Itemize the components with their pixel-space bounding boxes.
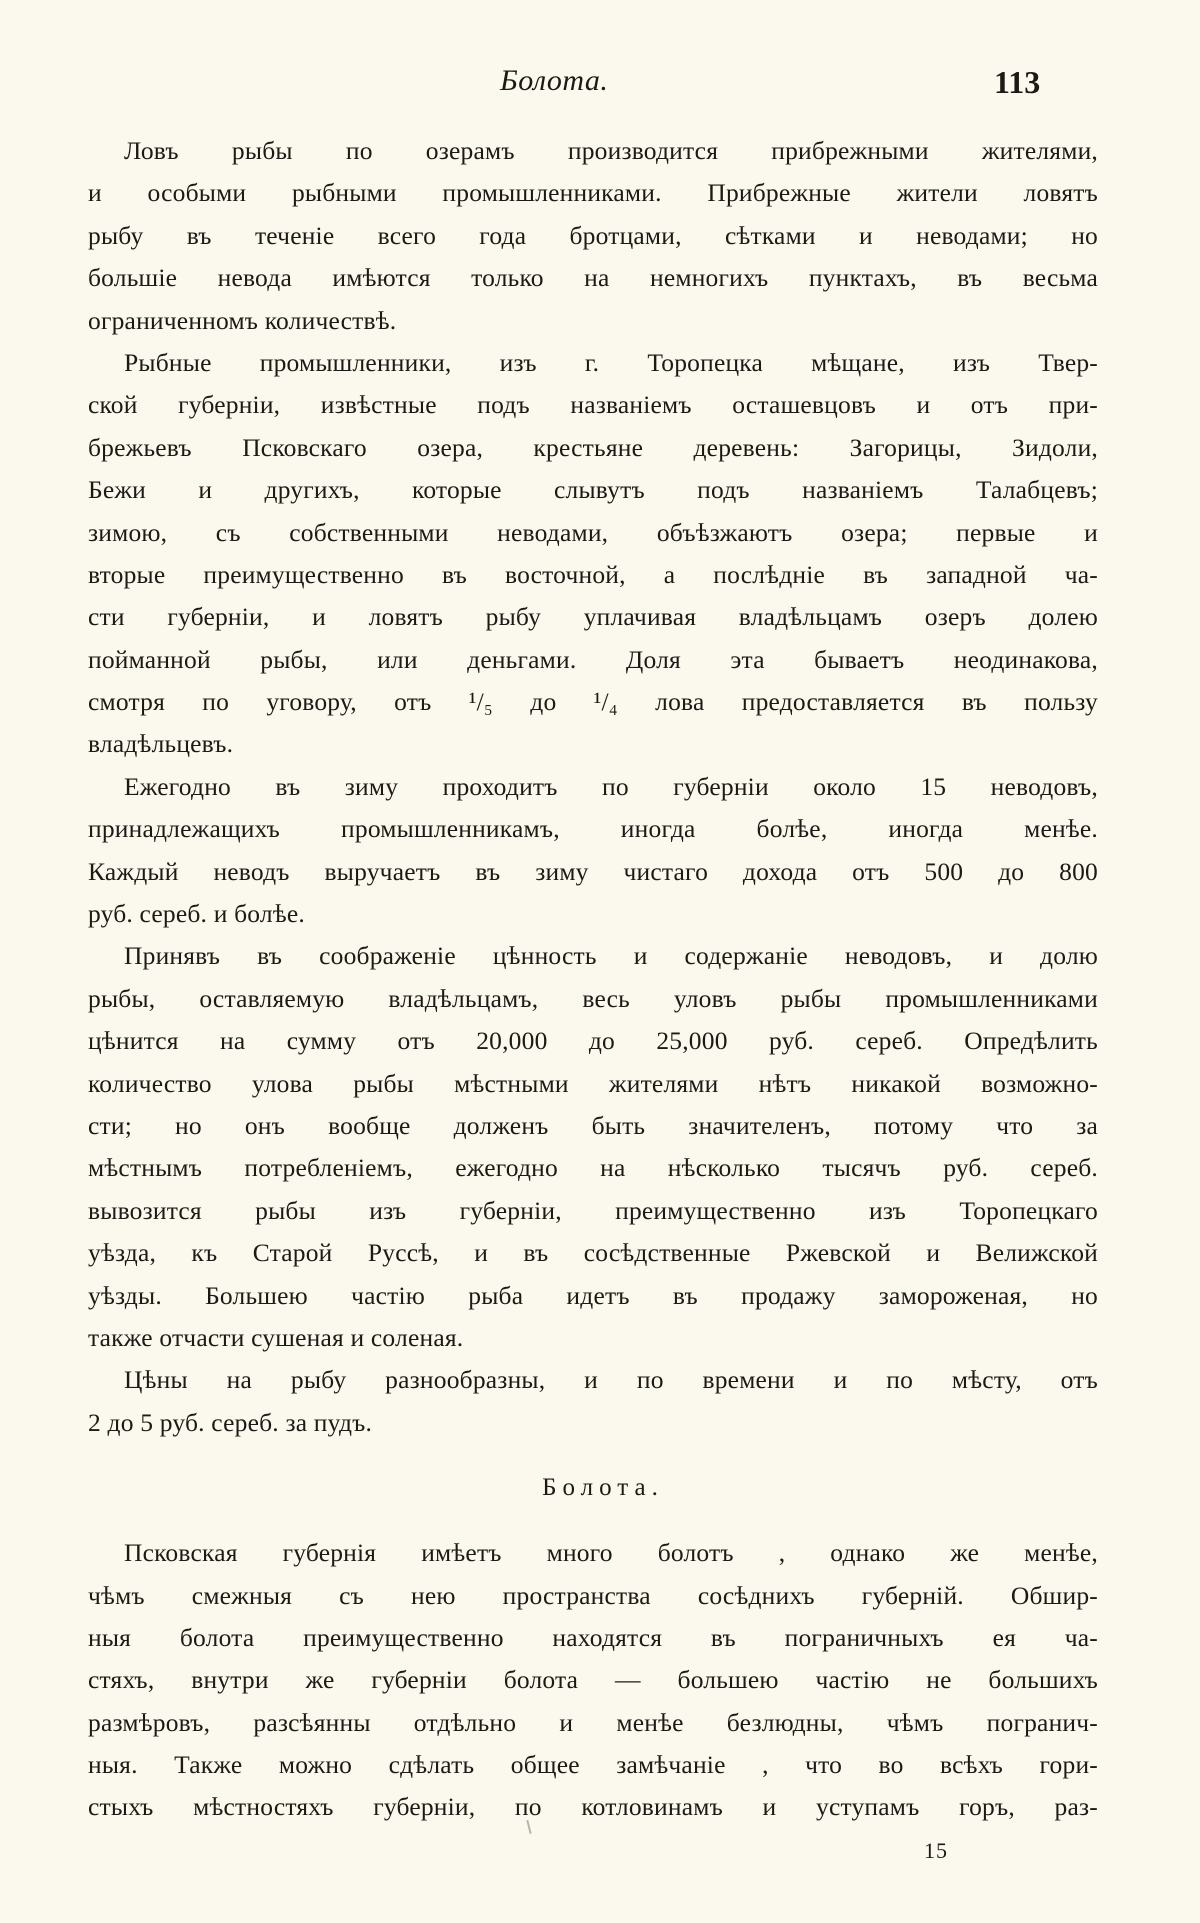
- text-line: Каждый неводъ выручаетъ въ зиму чистаго дохода отъ 500 до 800: [88, 856, 1098, 886]
- text-line: чѣмъ смежныя съ нею пространства сосѣднихъ губерній. Обшир-: [88, 1580, 1098, 1610]
- text-line: ской губерніи, извѣстные подъ названіемъ осташевцовъ и отъ при-: [88, 390, 1098, 420]
- text-line: ныя болота преимущественно находятся въ пограничныхъ ея ча-: [88, 1622, 1098, 1652]
- text-line: большіе невода имѣются только на немногихъ пунктахъ, въ весьма: [88, 263, 1098, 293]
- text-line: сти губерніи, и ловятъ рыбу уплачивая владѣльцамъ озеръ долею: [88, 602, 1098, 632]
- text-line: ограниченномъ количествѣ.: [88, 305, 397, 335]
- text-line: вывозится рыбы изъ губерніи, преимущественно изъ Торопецкаго: [88, 1195, 1098, 1225]
- text-line: Псковская губернія имѣетъ много болотъ , однако же менѣе,: [124, 1538, 1098, 1568]
- text-line: смотря по уговору, отъ ¹/₅ до ¹/₄ лова предоставляется въ пользу: [88, 687, 1098, 717]
- text-line: 2 до 5 руб. сереб. за пудъ.: [88, 1407, 373, 1437]
- text-line: вторые преимущественно въ восточной, а послѣдніе въ западной ча-: [88, 559, 1098, 589]
- text-line: также отчасти сушеная и соленая.: [88, 1322, 464, 1352]
- text-line: и особыми рыбными промышленниками. Прибрежные жители ловятъ: [88, 178, 1098, 208]
- text-line: Бежи и другихъ, которые слывутъ подъ названіемъ Талабцевъ;: [88, 475, 1098, 505]
- text-line: стыхъ мѣстностяхъ губерніи, по котловинамъ и уступамъ горъ, раз-: [88, 1792, 1098, 1822]
- paragraph-swamps: [88, 1532, 1098, 1829]
- page-number: 113: [994, 64, 1041, 100]
- text-line: рыбы, оставляемую владѣльцамъ, весь уловъ рыбы промышленниками: [88, 983, 1098, 1013]
- text-line: руб. сереб. и болѣе.: [88, 899, 305, 929]
- text-line: владѣльцевъ.: [88, 729, 234, 759]
- paragraph-fish-traders: [88, 342, 1098, 766]
- text-line: брежьевъ Псковскаго озера, крестьяне деревень: Загорицы, Зидоли,: [88, 432, 1098, 462]
- text-line: цѣнится на сумму отъ 20,000 до 25,000 руб. сереб. Опредѣлить: [88, 1026, 1098, 1056]
- text-line: рыбу въ теченіе всего года бротцами, сѣтками и неводами; но: [88, 220, 1098, 250]
- text-line: количество улова рыбы мѣстными жителями нѣтъ никакой возможно-: [88, 1068, 1098, 1098]
- text-line: мѣстнымъ потребленіемъ, ежегодно на нѣсколько тысячъ руб. сереб.: [88, 1153, 1098, 1183]
- text-line: сти; но онъ вообще долженъ быть значителенъ, потому что за: [88, 1110, 1098, 1140]
- running-title: Болота.: [500, 64, 609, 97]
- text-line: Ловъ рыбы по озерамъ производится прибрежными жителями,: [124, 136, 1098, 165]
- text-line: пойманной рыбы, или деньгами. Доля эта бываетъ неодинакова,: [88, 644, 1098, 674]
- text-line: принадлежащихъ промышленникамъ, иногда болѣе, иногда менѣе.: [88, 814, 1098, 844]
- text-line: стяхъ, внутри же губерніи болота — большею частію не большихъ: [88, 1665, 1098, 1695]
- paragraph-fishing-methods: [88, 130, 1098, 342]
- section-heading: Болота.: [542, 1474, 664, 1502]
- text-line: уѣзда, къ Старой Руссѣ, и въ сосѣдственные Ржевской и Велижской: [88, 1238, 1098, 1268]
- page-body: [88, 130, 1098, 1871]
- text-line: Ежегодно въ зиму проходитъ по губерніи около 15 неводовъ,: [124, 771, 1098, 801]
- text-line: Рыбные промышленники, изъ г. Торопецка мѣщане, изъ Твер-: [124, 347, 1098, 377]
- signature-mark: 15: [924, 1837, 948, 1863]
- text-line: уѣзды. Большею частію рыба идетъ въ продажу замороженая, но: [88, 1280, 1098, 1310]
- paragraph-fish-prices: [88, 1359, 1098, 1444]
- running-head: [0, 64, 1200, 104]
- text-line: Цѣны на рыбу разнообразны, и по времени и по мѣсту, отъ: [124, 1365, 1098, 1395]
- text-line: Принявъ въ соображеніе цѣнность и содержаніе неводовъ, и долю: [124, 941, 1098, 971]
- paragraph-nets-income: [88, 766, 1098, 936]
- text-line: размѣровъ, разсѣянны отдѣльно и менѣе безлюдны, чѣмъ погранич-: [88, 1707, 1098, 1737]
- paragraph-catch-value: [88, 935, 1098, 1359]
- text-line: зимою, съ собственными неводами, объѣзжаютъ озера; первые и: [88, 517, 1098, 547]
- text-line: ныя. Также можно сдѣлать общее замѣчаніе , что во всѣхъ гори-: [88, 1750, 1098, 1780]
